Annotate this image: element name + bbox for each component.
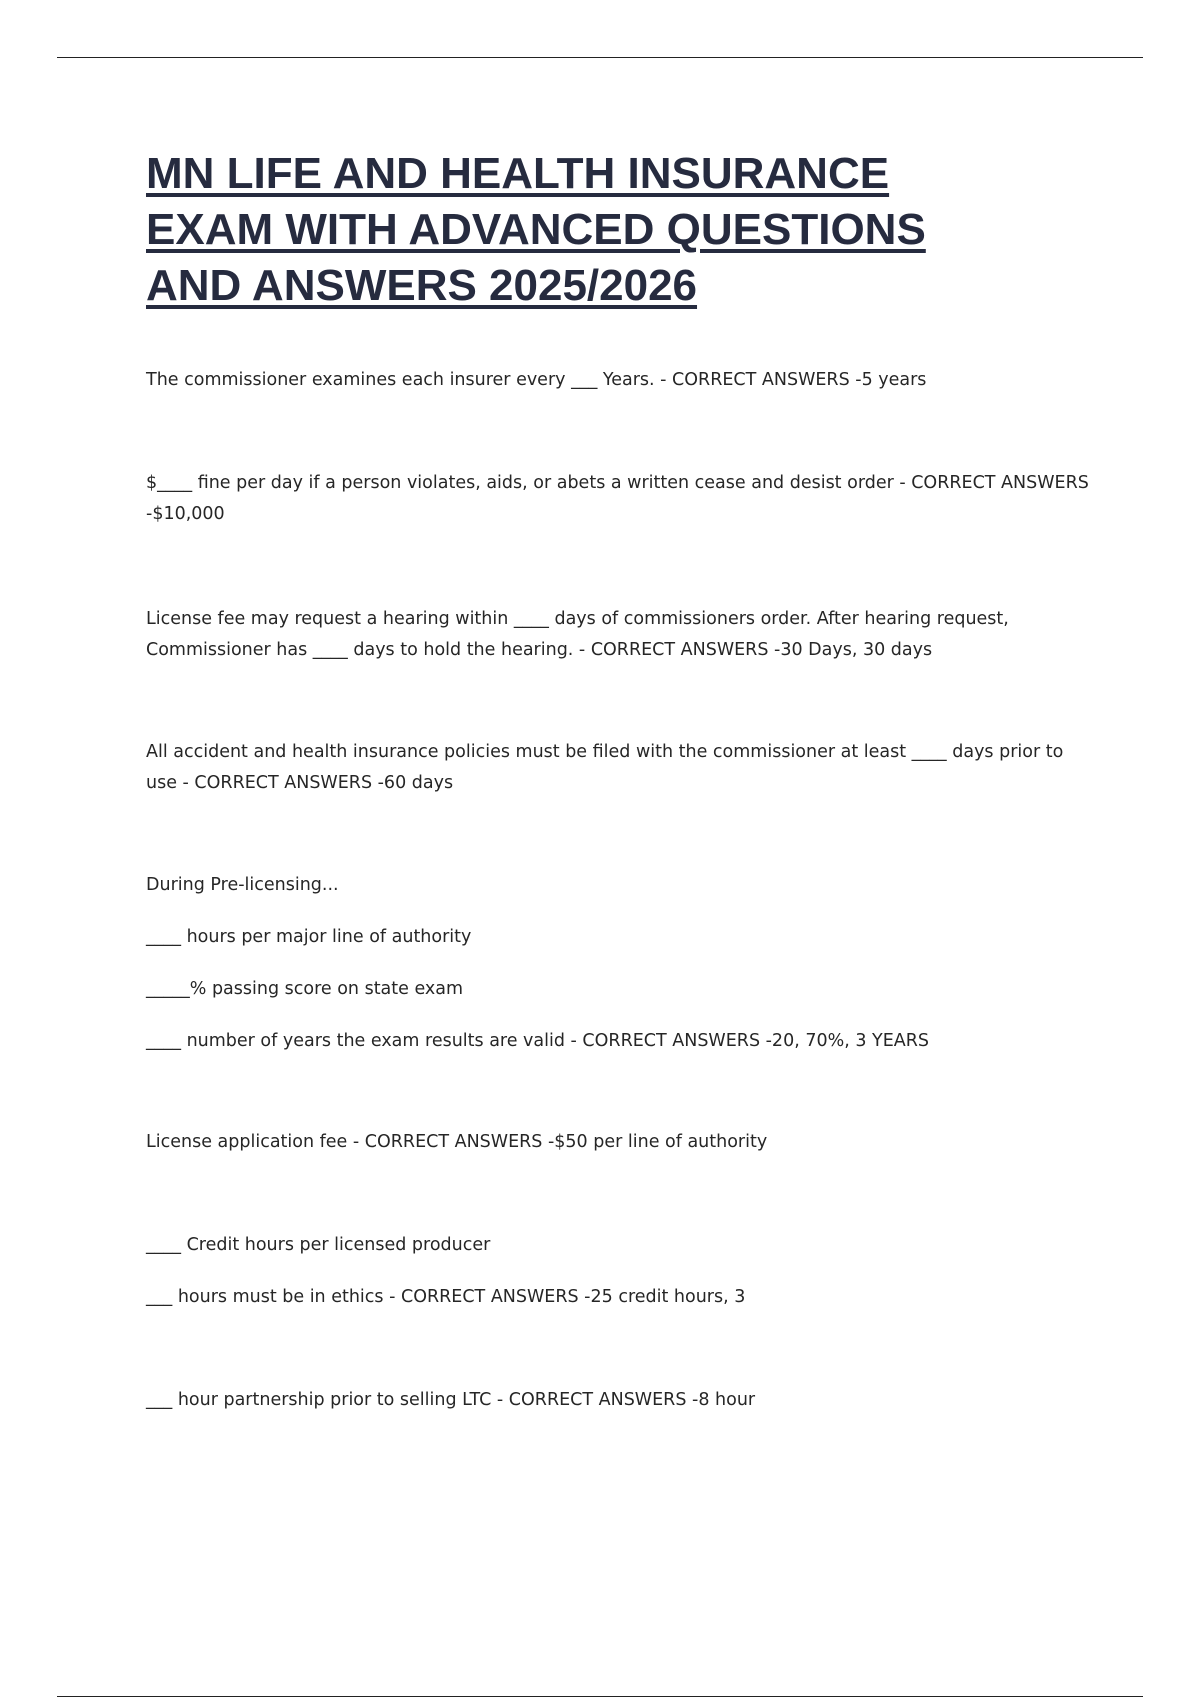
- qa-item: [146, 870, 1096, 1057]
- qa-text: During Pre-licensing...: [146, 875, 339, 895]
- qa-item: [146, 365, 1096, 396]
- qa-text: $____ fine per day if a person violates, aids, or abets a written cease and desist order - CORRECT ANSWERS -$10,000: [146, 473, 1089, 524]
- qa-text: ____ number of years the exam results are valid - CORRECT ANSWERS -20, 70%, 3 YEARS: [146, 1031, 930, 1051]
- qa-text: ____ hours per major line of authority: [146, 927, 472, 947]
- qa-text: _____% passing score on state exam: [146, 979, 464, 999]
- document-title: [146, 146, 1086, 314]
- qa-item: [146, 1230, 1096, 1313]
- qa-text: ___ hours must be in ethics - CORRECT ANSWERS -25 credit hours, 3: [146, 1287, 746, 1307]
- qa-text: All accident and health insurance policies must be filed with the commissioner at least ____ days prior to use - CORRECT ANSWERS -60 days: [146, 742, 1064, 793]
- title-line: MN LIFE AND HEALTH INSURANCE: [146, 149, 890, 198]
- qa-item: [146, 604, 1096, 666]
- qa-item: [146, 737, 1096, 799]
- top-rule: [57, 57, 1143, 58]
- qa-text: The commissioner examines each insurer every ___ Years. - CORRECT ANSWERS -5 years: [146, 370, 927, 390]
- title-line: AND ANSWERS 2025/2026: [146, 261, 698, 310]
- bottom-rule: [57, 1696, 1143, 1697]
- qa-item: [146, 1127, 1096, 1158]
- title-line: EXAM WITH ADVANCED QUESTIONS: [146, 205, 926, 254]
- qa-item: [146, 468, 1096, 530]
- qa-item: [146, 1385, 1096, 1416]
- qa-text: License application fee - CORRECT ANSWERS -$50 per line of authority: [146, 1132, 768, 1152]
- qa-text: ___ hour partnership prior to selling LTC - CORRECT ANSWERS -8 hour: [146, 1390, 756, 1410]
- qa-text: ____ Credit hours per licensed producer: [146, 1235, 491, 1255]
- qa-text: License fee may request a hearing within ____ days of commissioners order. After hearing request, Commissioner has ____ days to hold the hearing. - CORRECT ANSWERS -30 Days, 30 days: [146, 609, 1009, 660]
